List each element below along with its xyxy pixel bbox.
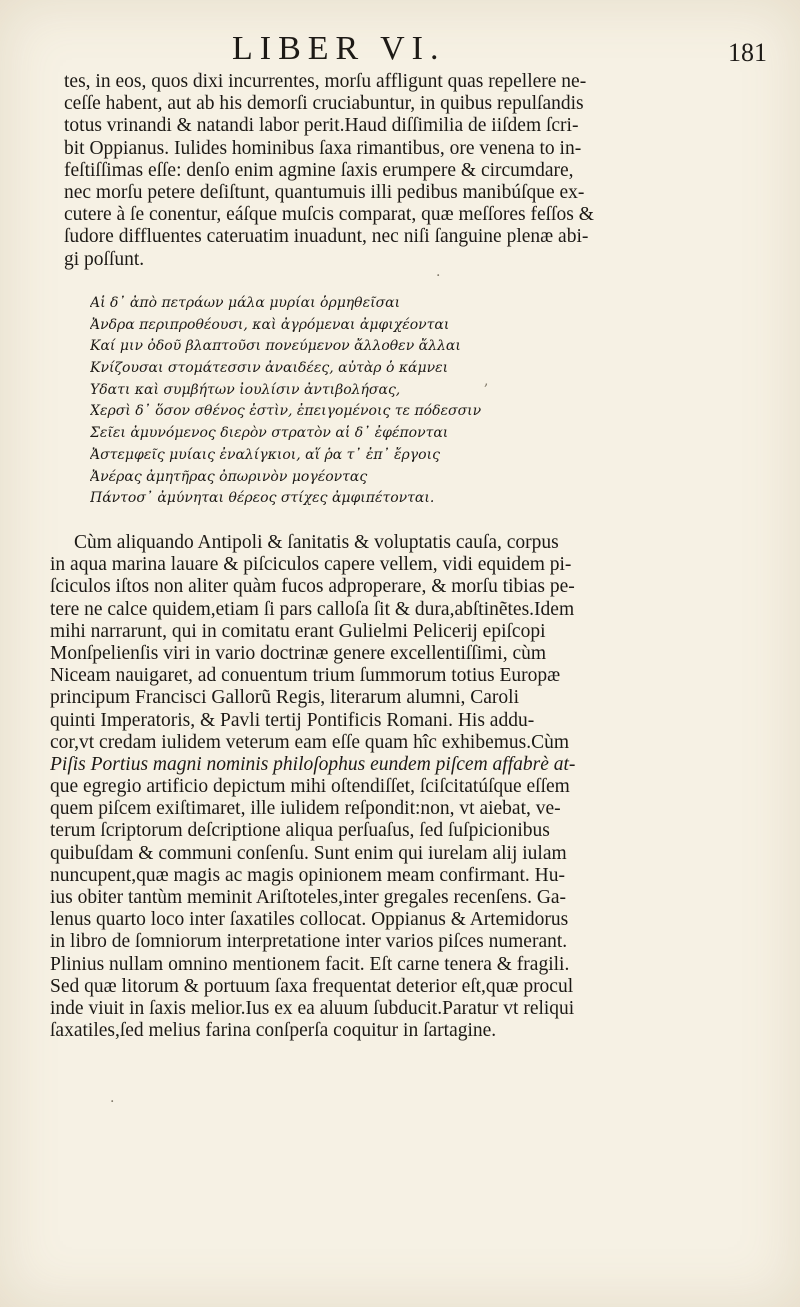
verse-line: Ἀνέρας ἀμητῆρας ὀπωρινὸν μογέοντας xyxy=(90,468,368,485)
paper-speck: · xyxy=(110,1094,115,1110)
greek-verse-quotation xyxy=(90,293,630,510)
text-line: ius obiter tantùm meminit Ariſtoteles,inter gregales recenſens. Ga- xyxy=(50,887,567,908)
text-line: principum Francisci Gallorũ Regis, literarum alumni, Caroli xyxy=(50,687,519,709)
text-line: cor,vt credam iulidem veterum eam eſſe quam hîc exhibemus.Cùm xyxy=(50,731,570,753)
page-header xyxy=(0,28,800,72)
verse-line: Αἱ δ᾽ ἀπὸ πετράων μάλα μυρίαι ὁρμηθεῖσαι xyxy=(90,295,401,311)
verse-line: Υδατι καὶ συμβήτων ἰουλίσιν ἀντιβολήσας, xyxy=(90,381,401,398)
body-text-bottom xyxy=(50,532,634,1042)
text-line: inde viuit in ſaxis melior.Ius ex ea aluum ſubducit.Paratur vt reliqui xyxy=(50,997,575,1019)
text-line: quinti Imperatoris, & Pavli tertij Pontificis Romani. His addu- xyxy=(50,709,535,731)
text-line: nec morſu petere deſiſtunt, quantumuis illi pedibus manibúſque ex- xyxy=(64,181,585,203)
verse-line: Πάντοσ᾽ ἀμύνηται θέρεος στίχες ἀμφιπέτονται. xyxy=(90,490,435,507)
text-line: tere ne calce quidem,etiam ſi pars calloſa ſit & dura,abſtinẽtes.Idem xyxy=(50,598,575,620)
text-line: Sed quæ litorum & portuum ſaxa frequentat deterior eſt,quæ procul xyxy=(50,975,574,997)
text-line: Monſpelienſis viri in vario doctrinæ genere excellentiſſimi, cùm xyxy=(50,642,547,664)
text-line: totus vrinandi & natandi labor perit.Haud diſſimilia de iiſdem ſcri- xyxy=(64,115,579,137)
text-line: ceſſe habent, aut ab his demorſi cruciabuntur, in quibus repulſandis xyxy=(64,93,584,115)
text-line: Niceam nauigaret, ad conuentum trium ſummorum totius Europæ xyxy=(50,665,561,687)
text-line: in libro de ſomniorum interpretatione inter varios piſces numerant. xyxy=(50,931,568,953)
text-line: ſudore diffluentes cateruatim inuadunt, nec niſi ſanguine plenæ abi- xyxy=(64,226,589,248)
paper-speck: , xyxy=(484,373,489,389)
verse-line: Χερσὶ δ᾽ ὅσον σθένος ἐστὶν, ἐπειγομένοις τε πόδεσσιν xyxy=(90,403,482,420)
text-line: que egregio artificio depictum mihi oſtendiſſet, ſciſcitatúſque eſſem xyxy=(50,776,570,798)
text-line: in aqua marina lauare & piſciculos capere vellem, vidi equidem pi- xyxy=(50,554,572,576)
text-line: nuncupent,quæ magis ac magis opinionem meam confirmant. Hu- xyxy=(50,864,566,886)
running-head: LIBER VI. xyxy=(232,30,446,67)
text-line: tes, in eos, quos dixi incurrentes, morſu affligunt quas repellere ne- xyxy=(64,71,587,92)
text-line: cutere à ſe conentur, eáſque muſcis comparat, quæ meſſores feſſos & xyxy=(64,204,594,226)
text-line: ſciculos iſtos non aliter quàm fucos adproperare, & morſu tibias pe- xyxy=(50,576,575,598)
text-line: quem piſcem exiſtimaret, ille iulidem reſpondit:non, vt aiebat, ve- xyxy=(50,798,561,820)
text-line: gi poſſunt. xyxy=(64,248,145,270)
verse-line: Καί μιν ὀδοῦ βλαπτοῦσι πονεύμενον ἄλλοθεν ἄλλαι xyxy=(90,338,461,355)
verse-line: Ἀνδρα περιπροθέουσι, καὶ ἀγρόμεναι ἀμφιχέονται xyxy=(90,316,450,333)
verse-line: Σεῖει ἀμυνόμενος διερὸν στρατὸν αἱ δ᾽ ἐφέπονται xyxy=(90,425,449,442)
text-line: Plinius nullam omnino mentionem facit. Eſt carne tenera & fragili. xyxy=(50,953,570,975)
page-number: 181 xyxy=(728,38,767,67)
text-line: bit Oppianus. Iulides hominibus ſaxa rimantibus, ore venena to in- xyxy=(64,137,582,159)
text-line: feſtiſſimas eſſe: denſo enim agmine ſaxis erumpere & circumdare, xyxy=(64,159,574,181)
body-text-top xyxy=(64,71,632,271)
verse-line: Ἀστεμφεῖς μυίαις ἐναλίγκιοι, αἵ ῥα τ᾽ ἐπ᾽ ἔργοις xyxy=(90,446,440,463)
text-line: mihi narrarunt, qui in comitatu erant Gulielmi Pelicerij epiſcopi xyxy=(50,620,546,642)
text-line: quibuſdam & communi conſenſu. Sunt enim qui iurelam alij iulam xyxy=(50,842,567,864)
text-line: ſaxatiles,ſed melius farina conſperſa coquitur in ſartagine. xyxy=(50,1020,497,1042)
verse-line: Κνίζουσαι στομάτεσσιν ἀναιδέες, αὐτὰρ ὁ κάμνει xyxy=(90,360,449,377)
text-line: Cùm aliquando Antipoli & ſanitatis & voluptatis cauſa, corpus xyxy=(74,532,559,553)
text-line: terum ſcriptorum deſcriptione aliqua perſuaſus, ſed ſuſpicionibus xyxy=(50,820,550,842)
text-line: lenus quarto loco inter ſaxatiles collocat. Oppianus & Artemidorus xyxy=(50,909,569,931)
text-line: Piſis Portius magni nominis philoſophus eundem piſcem affabrè at- xyxy=(50,753,576,775)
paper-speck: · xyxy=(436,268,441,284)
